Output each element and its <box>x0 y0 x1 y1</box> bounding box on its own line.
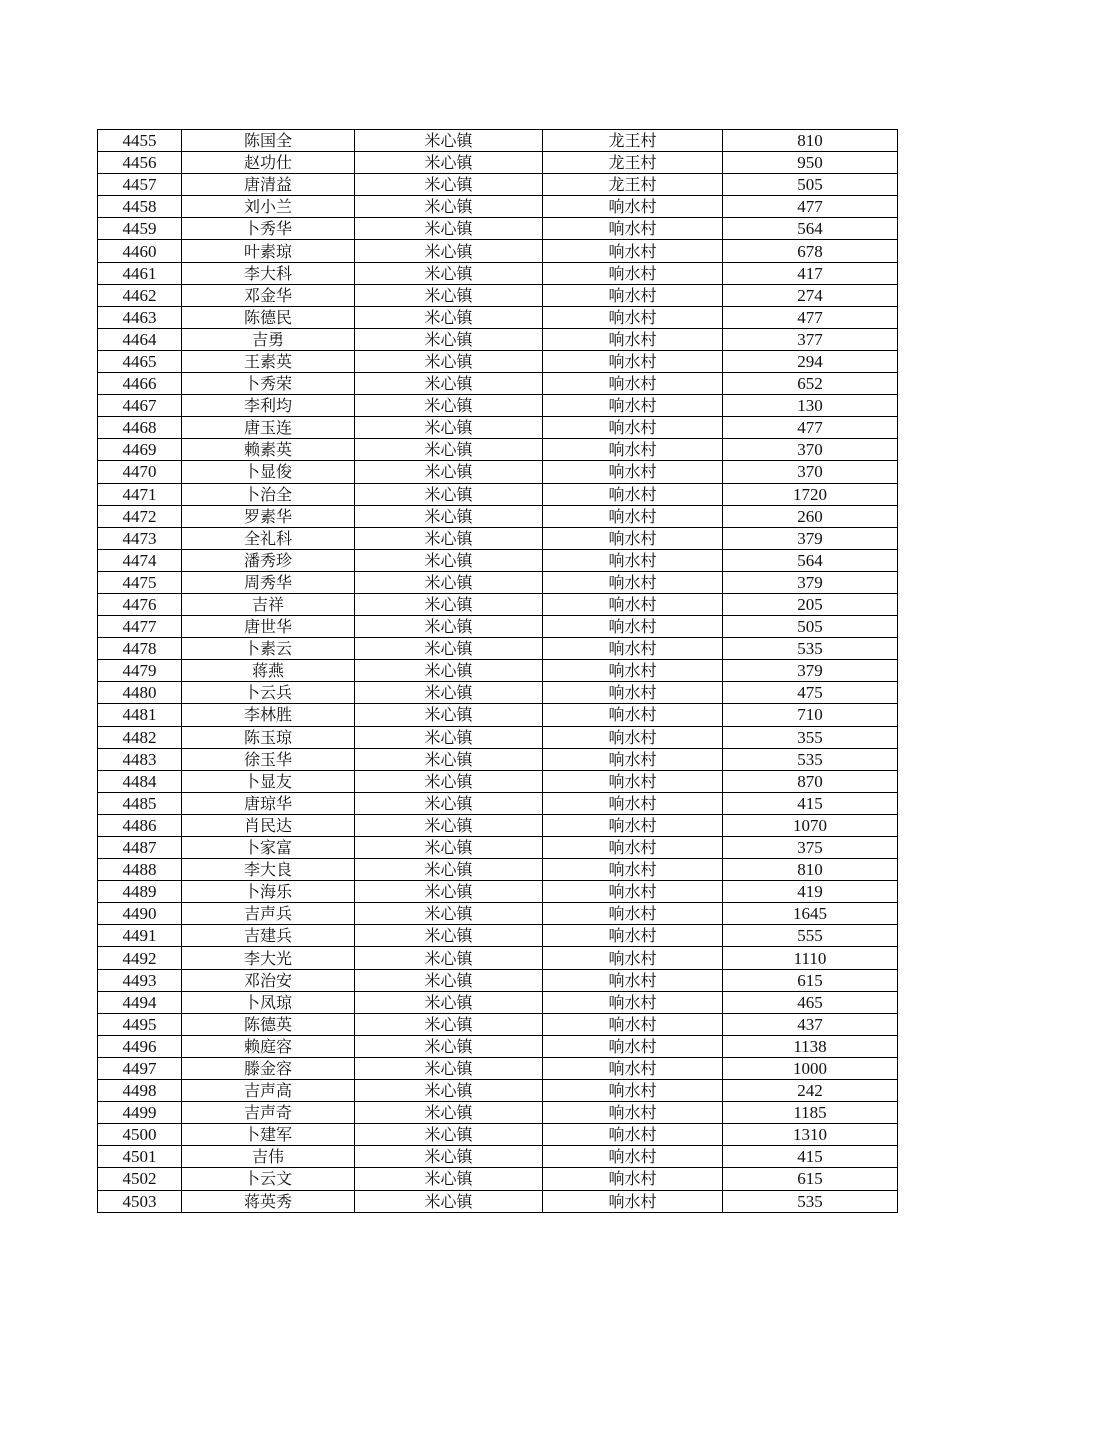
town-cell: 米心镇 <box>355 1035 543 1057</box>
village-cell: 响水村 <box>543 328 723 350</box>
village-cell: 响水村 <box>543 284 723 306</box>
village-cell: 响水村 <box>543 505 723 527</box>
amount-cell: 370 <box>723 461 898 483</box>
town-cell: 米心镇 <box>355 770 543 792</box>
row-number-cell: 4492 <box>98 947 182 969</box>
town-cell: 米心镇 <box>355 174 543 196</box>
amount-cell: 615 <box>723 1168 898 1190</box>
row-number-cell: 4479 <box>98 660 182 682</box>
table-row <box>98 969 898 991</box>
amount-cell: 375 <box>723 837 898 859</box>
village-cell: 响水村 <box>543 969 723 991</box>
row-number-cell: 4477 <box>98 616 182 638</box>
name-cell: 李大光 <box>182 947 355 969</box>
table-row <box>98 1168 898 1190</box>
amount-cell: 437 <box>723 1013 898 1035</box>
amount-cell: 564 <box>723 549 898 571</box>
town-cell: 米心镇 <box>355 395 543 417</box>
town-cell: 米心镇 <box>355 704 543 726</box>
town-cell: 米心镇 <box>355 262 543 284</box>
amount-cell: 1720 <box>723 483 898 505</box>
row-number-cell: 4485 <box>98 792 182 814</box>
name-cell: 吉建兵 <box>182 925 355 947</box>
village-cell: 响水村 <box>543 1057 723 1079</box>
table-row <box>98 792 898 814</box>
row-number-cell: 4496 <box>98 1035 182 1057</box>
name-cell: 蒋英秀 <box>182 1190 355 1212</box>
name-cell: 吉祥 <box>182 593 355 615</box>
table-row <box>98 527 898 549</box>
amount-cell: 1310 <box>723 1124 898 1146</box>
row-number-cell: 4460 <box>98 240 182 262</box>
name-cell: 叶素琼 <box>182 240 355 262</box>
village-cell: 响水村 <box>543 571 723 593</box>
row-number-cell: 4464 <box>98 328 182 350</box>
row-number-cell: 4471 <box>98 483 182 505</box>
village-cell: 响水村 <box>543 306 723 328</box>
town-cell: 米心镇 <box>355 328 543 350</box>
table-row <box>98 837 898 859</box>
table-row <box>98 483 898 505</box>
amount-cell: 274 <box>723 284 898 306</box>
row-number-cell: 4491 <box>98 925 182 947</box>
amount-cell: 710 <box>723 704 898 726</box>
town-cell: 米心镇 <box>355 969 543 991</box>
name-cell: 吉声兵 <box>182 903 355 925</box>
table-row <box>98 1035 898 1057</box>
amount-cell: 615 <box>723 969 898 991</box>
town-cell: 米心镇 <box>355 527 543 549</box>
town-cell: 米心镇 <box>355 306 543 328</box>
name-cell: 李大良 <box>182 859 355 881</box>
village-cell: 响水村 <box>543 461 723 483</box>
town-cell: 米心镇 <box>355 417 543 439</box>
amount-cell: 505 <box>723 616 898 638</box>
table-row <box>98 903 898 925</box>
name-cell: 邓治安 <box>182 969 355 991</box>
amount-cell: 535 <box>723 748 898 770</box>
amount-cell: 379 <box>723 571 898 593</box>
table-row <box>98 726 898 748</box>
row-number-cell: 4473 <box>98 527 182 549</box>
town-cell: 米心镇 <box>355 881 543 903</box>
town-cell: 米心镇 <box>355 925 543 947</box>
amount-cell: 355 <box>723 726 898 748</box>
amount-cell: 555 <box>723 925 898 947</box>
village-cell: 响水村 <box>543 638 723 660</box>
table-row <box>98 616 898 638</box>
village-cell: 响水村 <box>543 859 723 881</box>
amount-cell: 810 <box>723 859 898 881</box>
town-cell: 米心镇 <box>355 549 543 571</box>
name-cell: 吉声奇 <box>182 1102 355 1124</box>
row-number-cell: 4490 <box>98 903 182 925</box>
town-cell: 米心镇 <box>355 903 543 925</box>
amount-cell: 1110 <box>723 947 898 969</box>
table-row <box>98 196 898 218</box>
table-row <box>98 373 898 395</box>
row-number-cell: 4489 <box>98 881 182 903</box>
town-cell: 米心镇 <box>355 461 543 483</box>
amount-cell: 415 <box>723 1146 898 1168</box>
village-cell: 响水村 <box>543 262 723 284</box>
village-cell: 响水村 <box>543 925 723 947</box>
village-cell: 响水村 <box>543 903 723 925</box>
town-cell: 米心镇 <box>355 1190 543 1212</box>
amount-cell: 379 <box>723 660 898 682</box>
table-row <box>98 660 898 682</box>
row-number-cell: 4472 <box>98 505 182 527</box>
row-number-cell: 4465 <box>98 350 182 372</box>
village-cell: 响水村 <box>543 814 723 836</box>
village-cell: 响水村 <box>543 483 723 505</box>
row-number-cell: 4482 <box>98 726 182 748</box>
table-row <box>98 174 898 196</box>
village-cell: 响水村 <box>543 881 723 903</box>
village-cell: 响水村 <box>543 196 723 218</box>
town-cell: 米心镇 <box>355 859 543 881</box>
row-number-cell: 4459 <box>98 218 182 240</box>
name-cell: 李林胜 <box>182 704 355 726</box>
town-cell: 米心镇 <box>355 638 543 660</box>
amount-cell: 475 <box>723 682 898 704</box>
name-cell: 邓金华 <box>182 284 355 306</box>
table-row <box>98 350 898 372</box>
name-cell: 王素英 <box>182 350 355 372</box>
row-number-cell: 4495 <box>98 1013 182 1035</box>
name-cell: 唐玉连 <box>182 417 355 439</box>
town-cell: 米心镇 <box>355 947 543 969</box>
amount-cell: 1645 <box>723 903 898 925</box>
village-cell: 响水村 <box>543 660 723 682</box>
name-cell: 陈德民 <box>182 306 355 328</box>
name-cell: 陈玉琼 <box>182 726 355 748</box>
table-row <box>98 395 898 417</box>
town-cell: 米心镇 <box>355 483 543 505</box>
table-row <box>98 1146 898 1168</box>
town-cell: 米心镇 <box>355 814 543 836</box>
village-cell: 响水村 <box>543 1124 723 1146</box>
row-number-cell: 4466 <box>98 373 182 395</box>
name-cell: 潘秀珍 <box>182 549 355 571</box>
table-row <box>98 704 898 726</box>
village-cell: 响水村 <box>543 350 723 372</box>
row-number-cell: 4494 <box>98 991 182 1013</box>
data-table <box>97 129 898 1213</box>
row-number-cell: 4488 <box>98 859 182 881</box>
table-row <box>98 262 898 284</box>
amount-cell: 205 <box>723 593 898 615</box>
village-cell: 龙王村 <box>543 152 723 174</box>
table-row <box>98 284 898 306</box>
amount-cell: 370 <box>723 439 898 461</box>
table-row <box>98 1190 898 1212</box>
town-cell: 米心镇 <box>355 682 543 704</box>
name-cell: 蒋燕 <box>182 660 355 682</box>
town-cell: 米心镇 <box>355 240 543 262</box>
town-cell: 米心镇 <box>355 726 543 748</box>
table-row <box>98 130 898 152</box>
name-cell: 卜建军 <box>182 1124 355 1146</box>
row-number-cell: 4498 <box>98 1080 182 1102</box>
row-number-cell: 4497 <box>98 1057 182 1079</box>
town-cell: 米心镇 <box>355 660 543 682</box>
amount-cell: 477 <box>723 417 898 439</box>
name-cell: 卜秀华 <box>182 218 355 240</box>
amount-cell: 1138 <box>723 1035 898 1057</box>
row-number-cell: 4500 <box>98 1124 182 1146</box>
name-cell: 吉勇 <box>182 328 355 350</box>
village-cell: 响水村 <box>543 682 723 704</box>
table-row <box>98 1057 898 1079</box>
table-row <box>98 593 898 615</box>
village-cell: 响水村 <box>543 1146 723 1168</box>
table-row <box>98 991 898 1013</box>
name-cell: 赵功仕 <box>182 152 355 174</box>
amount-cell: 130 <box>723 395 898 417</box>
amount-cell: 564 <box>723 218 898 240</box>
amount-cell: 678 <box>723 240 898 262</box>
amount-cell: 870 <box>723 770 898 792</box>
table-row <box>98 439 898 461</box>
table-row <box>98 1124 898 1146</box>
village-cell: 响水村 <box>543 748 723 770</box>
table-row <box>98 417 898 439</box>
town-cell: 米心镇 <box>355 1013 543 1035</box>
amount-cell: 1070 <box>723 814 898 836</box>
amount-cell: 477 <box>723 196 898 218</box>
name-cell: 肖民达 <box>182 814 355 836</box>
table-row <box>98 1080 898 1102</box>
table-row <box>98 947 898 969</box>
row-number-cell: 4458 <box>98 196 182 218</box>
row-number-cell: 4480 <box>98 682 182 704</box>
amount-cell: 652 <box>723 373 898 395</box>
village-cell: 龙王村 <box>543 174 723 196</box>
name-cell: 徐玉华 <box>182 748 355 770</box>
row-number-cell: 4474 <box>98 549 182 571</box>
name-cell: 卜云兵 <box>182 682 355 704</box>
name-cell: 唐世华 <box>182 616 355 638</box>
row-number-cell: 4501 <box>98 1146 182 1168</box>
name-cell: 卜显友 <box>182 770 355 792</box>
name-cell: 滕金容 <box>182 1057 355 1079</box>
row-number-cell: 4481 <box>98 704 182 726</box>
name-cell: 陈国全 <box>182 130 355 152</box>
table-row <box>98 859 898 881</box>
row-number-cell: 4478 <box>98 638 182 660</box>
amount-cell: 810 <box>723 130 898 152</box>
name-cell: 唐琼华 <box>182 792 355 814</box>
town-cell: 米心镇 <box>355 1168 543 1190</box>
village-cell: 响水村 <box>543 991 723 1013</box>
row-number-cell: 4487 <box>98 837 182 859</box>
table-row <box>98 814 898 836</box>
table-row <box>98 505 898 527</box>
row-number-cell: 4484 <box>98 770 182 792</box>
village-cell: 响水村 <box>543 395 723 417</box>
row-number-cell: 4499 <box>98 1102 182 1124</box>
village-cell: 响水村 <box>543 947 723 969</box>
amount-cell: 260 <box>723 505 898 527</box>
row-number-cell: 4493 <box>98 969 182 991</box>
name-cell: 卜云文 <box>182 1168 355 1190</box>
name-cell: 陈德英 <box>182 1013 355 1035</box>
village-cell: 响水村 <box>543 1102 723 1124</box>
name-cell: 刘小兰 <box>182 196 355 218</box>
village-cell: 响水村 <box>543 837 723 859</box>
village-cell: 响水村 <box>543 1080 723 1102</box>
village-cell: 响水村 <box>543 1013 723 1035</box>
table-row <box>98 770 898 792</box>
amount-cell: 379 <box>723 527 898 549</box>
town-cell: 米心镇 <box>355 505 543 527</box>
table-body <box>98 130 898 1213</box>
amount-cell: 505 <box>723 174 898 196</box>
town-cell: 米心镇 <box>355 130 543 152</box>
table-row <box>98 1013 898 1035</box>
row-number-cell: 4456 <box>98 152 182 174</box>
row-number-cell: 4461 <box>98 262 182 284</box>
name-cell: 卜显俊 <box>182 461 355 483</box>
amount-cell: 242 <box>723 1080 898 1102</box>
town-cell: 米心镇 <box>355 837 543 859</box>
name-cell: 唐清益 <box>182 174 355 196</box>
town-cell: 米心镇 <box>355 991 543 1013</box>
amount-cell: 1000 <box>723 1057 898 1079</box>
table-row <box>98 240 898 262</box>
amount-cell: 1185 <box>723 1102 898 1124</box>
row-number-cell: 4486 <box>98 814 182 836</box>
table-row <box>98 152 898 174</box>
row-number-cell: 4476 <box>98 593 182 615</box>
table-row <box>98 461 898 483</box>
name-cell: 卜治全 <box>182 483 355 505</box>
name-cell: 卜素云 <box>182 638 355 660</box>
name-cell: 罗素华 <box>182 505 355 527</box>
name-cell: 卜海乐 <box>182 881 355 903</box>
town-cell: 米心镇 <box>355 593 543 615</box>
village-cell: 响水村 <box>543 218 723 240</box>
town-cell: 米心镇 <box>355 373 543 395</box>
town-cell: 米心镇 <box>355 152 543 174</box>
village-cell: 响水村 <box>543 549 723 571</box>
village-cell: 响水村 <box>543 527 723 549</box>
row-number-cell: 4455 <box>98 130 182 152</box>
row-number-cell: 4475 <box>98 571 182 593</box>
amount-cell: 535 <box>723 638 898 660</box>
amount-cell: 465 <box>723 991 898 1013</box>
town-cell: 米心镇 <box>355 1146 543 1168</box>
amount-cell: 415 <box>723 792 898 814</box>
row-number-cell: 4502 <box>98 1168 182 1190</box>
town-cell: 米心镇 <box>355 218 543 240</box>
amount-cell: 294 <box>723 350 898 372</box>
row-number-cell: 4457 <box>98 174 182 196</box>
village-cell: 响水村 <box>543 417 723 439</box>
table-row <box>98 881 898 903</box>
village-cell: 龙王村 <box>543 130 723 152</box>
row-number-cell: 4470 <box>98 461 182 483</box>
village-cell: 响水村 <box>543 1035 723 1057</box>
name-cell: 李利均 <box>182 395 355 417</box>
table-row <box>98 925 898 947</box>
table-row <box>98 1102 898 1124</box>
row-number-cell: 4483 <box>98 748 182 770</box>
name-cell: 赖庭容 <box>182 1035 355 1057</box>
amount-cell: 377 <box>723 328 898 350</box>
row-number-cell: 4463 <box>98 306 182 328</box>
town-cell: 米心镇 <box>355 284 543 306</box>
table-row <box>98 748 898 770</box>
amount-cell: 477 <box>723 306 898 328</box>
village-cell: 响水村 <box>543 373 723 395</box>
town-cell: 米心镇 <box>355 1124 543 1146</box>
village-cell: 响水村 <box>543 593 723 615</box>
table-row <box>98 571 898 593</box>
town-cell: 米心镇 <box>355 1102 543 1124</box>
table-row <box>98 306 898 328</box>
name-cell: 吉声高 <box>182 1080 355 1102</box>
village-cell: 响水村 <box>543 1190 723 1212</box>
village-cell: 响水村 <box>543 770 723 792</box>
name-cell: 卜凤琼 <box>182 991 355 1013</box>
table-row <box>98 638 898 660</box>
amount-cell: 419 <box>723 881 898 903</box>
name-cell: 周秀华 <box>182 571 355 593</box>
village-cell: 响水村 <box>543 240 723 262</box>
row-number-cell: 4469 <box>98 439 182 461</box>
row-number-cell: 4503 <box>98 1190 182 1212</box>
town-cell: 米心镇 <box>355 571 543 593</box>
amount-cell: 417 <box>723 262 898 284</box>
town-cell: 米心镇 <box>355 1057 543 1079</box>
amount-cell: 950 <box>723 152 898 174</box>
town-cell: 米心镇 <box>355 439 543 461</box>
name-cell: 全礼科 <box>182 527 355 549</box>
village-cell: 响水村 <box>543 1168 723 1190</box>
village-cell: 响水村 <box>543 704 723 726</box>
row-number-cell: 4467 <box>98 395 182 417</box>
row-number-cell: 4462 <box>98 284 182 306</box>
town-cell: 米心镇 <box>355 616 543 638</box>
row-number-cell: 4468 <box>98 417 182 439</box>
town-cell: 米心镇 <box>355 350 543 372</box>
name-cell: 赖素英 <box>182 439 355 461</box>
name-cell: 卜秀荣 <box>182 373 355 395</box>
table-row <box>98 682 898 704</box>
table-row <box>98 549 898 571</box>
amount-cell: 535 <box>723 1190 898 1212</box>
table-row <box>98 328 898 350</box>
village-cell: 响水村 <box>543 792 723 814</box>
name-cell: 李大科 <box>182 262 355 284</box>
table-row <box>98 218 898 240</box>
village-cell: 响水村 <box>543 726 723 748</box>
town-cell: 米心镇 <box>355 748 543 770</box>
town-cell: 米心镇 <box>355 792 543 814</box>
town-cell: 米心镇 <box>355 196 543 218</box>
name-cell: 卜家富 <box>182 837 355 859</box>
name-cell: 吉伟 <box>182 1146 355 1168</box>
village-cell: 响水村 <box>543 616 723 638</box>
town-cell: 米心镇 <box>355 1080 543 1102</box>
village-cell: 响水村 <box>543 439 723 461</box>
